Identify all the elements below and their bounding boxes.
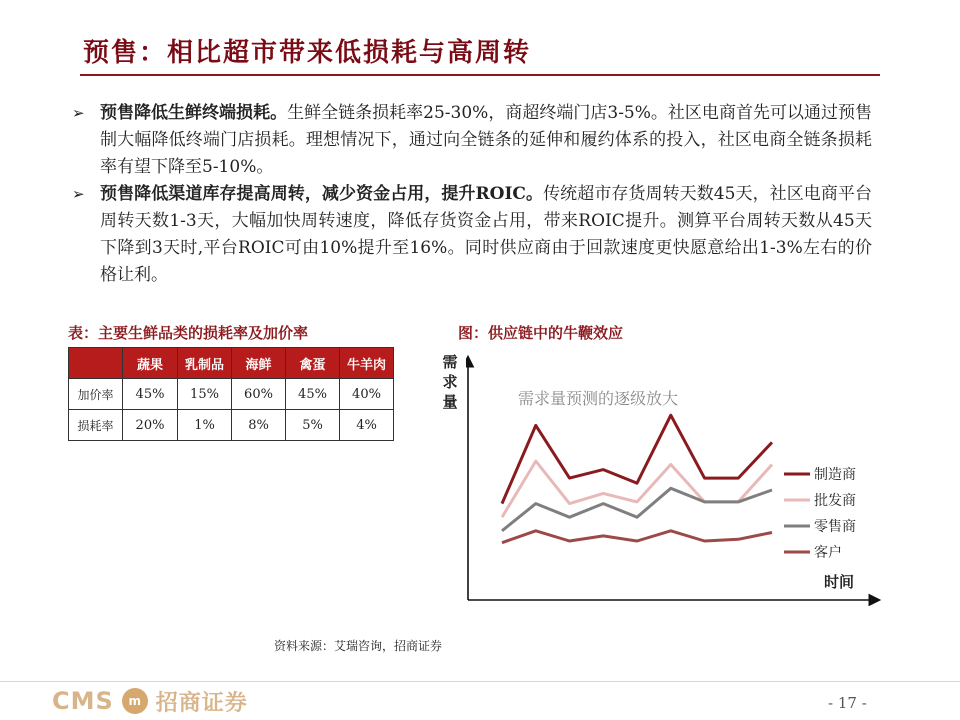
table-header-cell: 乳制品 [178, 348, 232, 379]
table-header-row [69, 348, 394, 379]
series-line-3 [502, 488, 772, 531]
table-row [69, 379, 394, 410]
table-header-cell: 禽蛋 [286, 348, 340, 379]
arrow-bullet-icon: ➢ [72, 104, 85, 122]
legend-label: 批发商 [814, 493, 856, 509]
legend-label: 零售商 [814, 519, 856, 535]
table-cell: 4% [340, 410, 394, 441]
page-title: 预售：相比超市带来低损耗与高周转 [83, 38, 532, 68]
table-cell: 60% [232, 379, 286, 410]
arrow-bullet-icon: ➢ [72, 185, 85, 203]
table-cell: 45% [123, 379, 178, 410]
bullet-heading: 预售降低生鲜终端损耗。 [100, 103, 288, 123]
table-header-cell: 牛羊肉 [340, 348, 394, 379]
table-cell: 20% [123, 410, 178, 441]
chart-annotation: 需求量预测的逐级放大 [518, 389, 679, 408]
table-cell: 15% [178, 379, 232, 410]
bullet-heading: 预售降低渠道库存提高周转，减少资金占用，提升ROIC。 [100, 184, 544, 204]
footer-divider [0, 681, 960, 682]
bullet-list [72, 100, 872, 289]
logo-latin: CMS [52, 687, 114, 715]
bullet-item-2 [72, 181, 872, 289]
table-cell: 40% [340, 379, 394, 410]
table-row [69, 410, 394, 441]
series-line-2 [502, 461, 772, 517]
bullet-item-1 [72, 100, 872, 181]
company-logo [52, 686, 248, 716]
legend-label: 制造商 [814, 467, 856, 483]
table-cell: 8% [232, 410, 286, 441]
logo-chinese: 招商证券 [155, 690, 248, 716]
source-note: 资料来源：艾瑞咨询，招商证券 [274, 639, 443, 653]
chart-title: 图：供应链中的牛鞭效应 [458, 324, 624, 342]
series-group [502, 415, 772, 543]
table-cell: 1% [178, 410, 232, 441]
table-header-cell: 海鲜 [232, 348, 286, 379]
y-axis-label [440, 352, 460, 412]
table-cell: 45% [286, 379, 340, 410]
table-header-cell: 蔬果 [123, 348, 178, 379]
y-axis-label-text: 需求量 [442, 353, 458, 411]
legend-group [784, 466, 856, 561]
page-number: - 17 - [828, 694, 867, 712]
data-table [68, 347, 394, 441]
x-axis-label: 时间 [824, 573, 855, 591]
table-title: 表：主要生鲜品类的损耗率及加价率 [68, 324, 309, 342]
table-row-header: 加价率 [69, 379, 123, 410]
table-row-header: 损耗率 [69, 410, 123, 441]
table-header-cell [69, 348, 123, 379]
series-line-1 [502, 415, 772, 503]
logo-badge-icon: m [122, 688, 148, 714]
table-cell: 5% [286, 410, 340, 441]
legend-label: 客户 [814, 545, 842, 561]
title-divider [80, 74, 880, 76]
bullet-text: 生鲜全链条损耗率25-30%，商超终端门店3-5%。社区电商首先可以通过预售制大幅降低终端门店损耗。理想情况下，通过向全链条的延伸和履约体系的投入，社区电商全链条损耗率有望下降至5-10%。 [100, 103, 872, 177]
series-line-4 [502, 531, 772, 543]
bullet-text: 传统超市存货周转天数45天，社区电商平台周转天数1-3天，大幅加快周转速度，降低存货资金占用，带来ROIC提升。测算平台周转天数从45天下降到3天时,平台ROIC可由10%提升至16%。同时供应商由于回款速度更快愿意给出1-3%左右的价格让利。 [100, 184, 872, 285]
